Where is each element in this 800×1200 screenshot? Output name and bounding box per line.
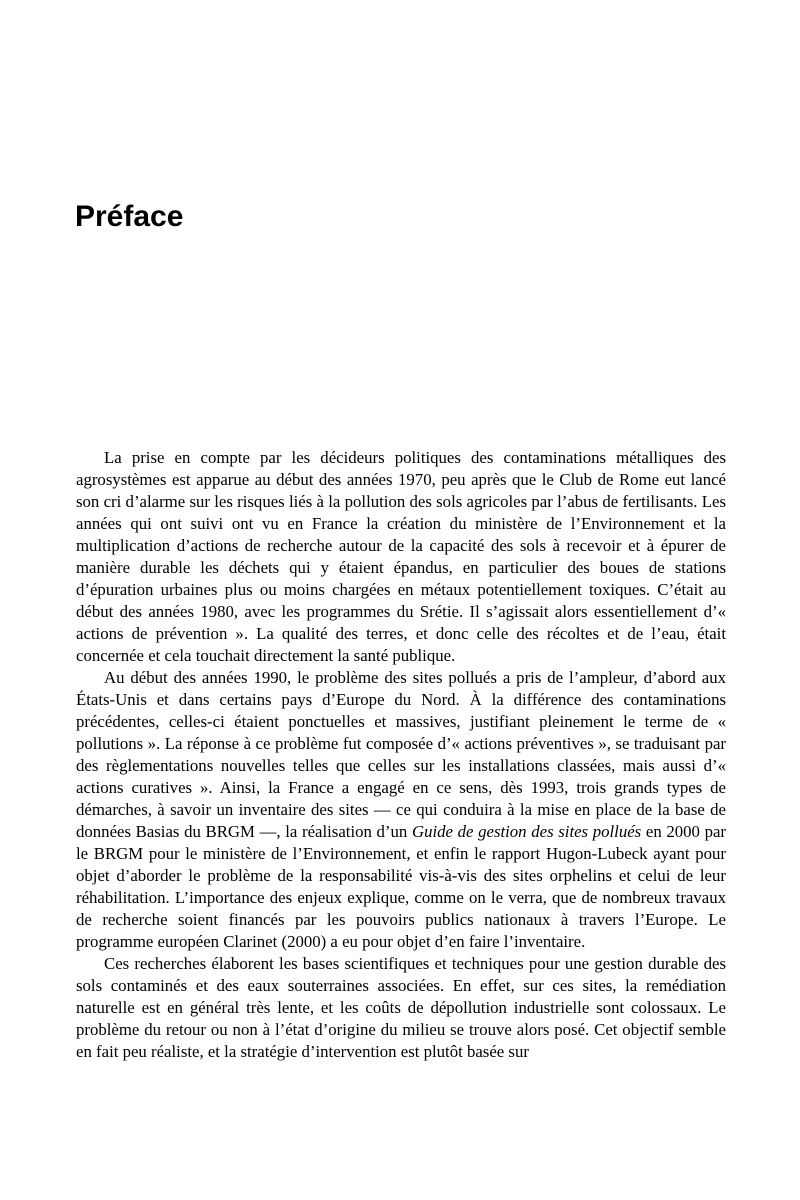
paragraph-2-text-end: en 2000 par le BRGM pour le ministère de l’Environnement, et enfin le rapport Hugon-Lubeck ayant pour objet d’aborder le problème de la responsabilité vis-à-vis des sites orphelins et celui de leur réhabilitation. L’importance des enjeux explique, comme on le verra, que de nombreux travaux de recherche soient financés par les pouvoirs publics nationaux à travers l’Europe. Le programme européen Clarinet (2000) a eu pour objet d’en faire l’inventaire.	[76, 822, 726, 951]
paragraph-2-text-start: Au début des années 1990, le problème des sites pollués a pris de l’ampleur, d’abord aux États-Unis et dans certains pays d’Europe du Nord. À la différence des contaminations précédentes, celles-ci étaient ponctuelles et massives, justifiant pleinement le terme de « pollutions ». La réponse à ce problème fut composée d’« actions préventives », se traduisant par des règlementations nouvelles telles que celles sur les installations classées, mais aussi d’« actions curatives ». Ainsi, la France a engagé en ce sens, dès 1993, trois grands types de démarches, à savoir un inventaire des sites — ce qui conduira à la mise en place de la base de données Basias du BRGM —, la réalisation d’un	[76, 668, 726, 841]
paragraph-3-text: Ces recherches élaborent les bases scientifiques et techniques pour une gestion durable des sols contaminés et des eaux souterraines associées. En effet, sur ces sites, la remédiation naturelle est en général très lente, et les coûts de dépollution industrielle sont colossaux. Le problème du retour ou non à l’état d’origine du milieu se trouve alors posé. Cet objectif semble en fait peu réaliste, et la stratégie d’intervention est plutôt basée sur	[76, 954, 726, 1061]
cited-guide-title: Guide de gestion des sites pollués	[411, 822, 642, 841]
paragraph-1-text: La prise en compte par les décideurs politiques des contaminations métalliques des agrosystèmes est apparue au début des années 1970, peu après que le Club de Rome eut lancé son cri d’alarme sur les risques liés à la pollution des sols agricoles par l’abus de fertilisants. Les années qui ont suivi ont vu en France la création du ministère de l’Environnement et la multiplication d’actions de recherche autour de la capacité des sols à recevoir et à épurer de manière durable les déchets qui y étaient épandus, en particulier des boues de stations d’épuration urbaines plus ou moins chargées en métaux potentiellement toxiques. C’était au début des années 1980, avec les programmes du Srétie. Il s’agissait alors essentiellement d’« actions de prévention ». La qualité des terres, et donc celle des récoltes et de l’eau, était concernée et cela touchait directement la santé publique.	[76, 448, 726, 665]
paragraph-3	[76, 953, 726, 1063]
preface-body	[76, 447, 726, 1063]
paragraph-1	[76, 447, 726, 667]
page-title: Préface	[75, 200, 184, 233]
paragraph-2	[76, 667, 726, 953]
